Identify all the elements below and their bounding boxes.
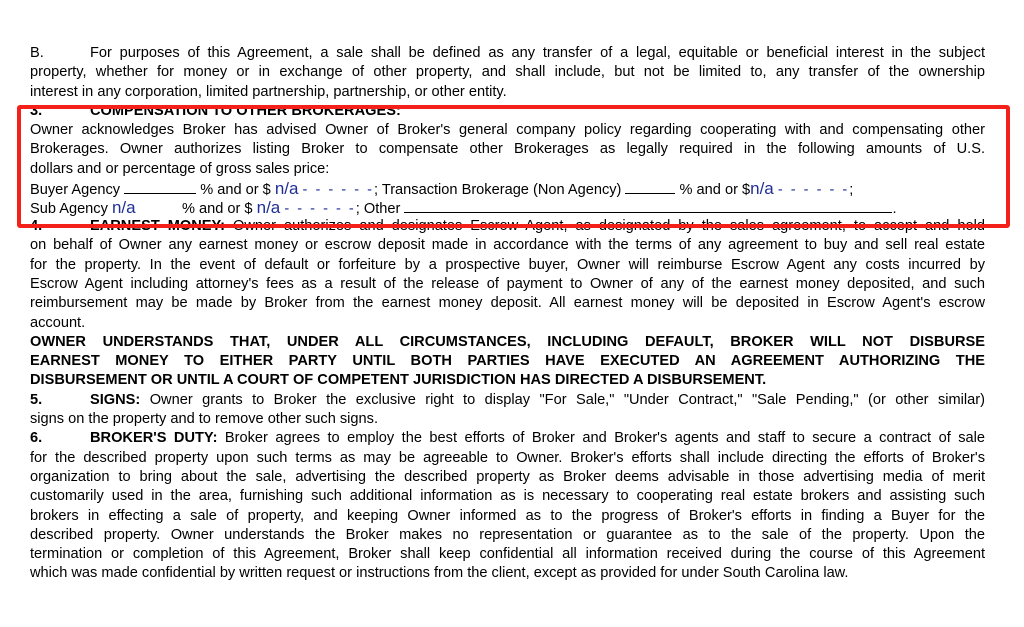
buyer-agency-amount-field[interactable]: n/a — [274, 179, 299, 199]
section-4-number: 4. — [30, 218, 43, 235]
section-6-line-4: customarily used in the area, furnishing such additional information as is necessary to cooperating real estate brokers and assisting such — [30, 488, 985, 505]
section-3-highlight-box — [17, 102, 1010, 228]
section-5-title: SIGNS: — [90, 391, 141, 408]
sub-agency-pct-label: % and or $ — [181, 201, 253, 218]
notice-line-2: EARNEST MONEY TO EITHER PARTY UNTIL BOTH PARTIES HAVE EXECUTED AN AGREEMENT AUTHORIZING THE — [30, 353, 985, 370]
section-4-line-2: on behalf of Owner any earnest money or escrow deposit made in accordance with the terms of any agreement to buy and sell real estate — [30, 237, 985, 254]
other-label: ; Other — [355, 201, 401, 218]
sub-agency-dashes: - - - - - - — [284, 201, 356, 218]
sub-agency-end: . — [892, 201, 897, 218]
section-4-line-5: reimbursement may be made by Broker from the earnest money deposit. All earnest money will be deposited in Escrow Agent's escrow — [30, 295, 985, 312]
section-5-number: 5. — [30, 391, 43, 408]
section-b — [30, 44, 985, 102]
section-6-title: BROKER'S DUTY: — [90, 430, 218, 447]
section-3-number: 3. — [30, 102, 43, 119]
section-6-line-7: termination or completion of this Agreement, Broker shall keep confidential all information received during the course of this Agreement — [30, 546, 985, 563]
transaction-brokerage-end: ; — [849, 182, 854, 199]
sub-agency-pct-field[interactable]: n/a — [111, 198, 136, 218]
section-6-line-2: for the described property upon such terms as may be agreeable to Owner. Broker's efforts shall include directing the efforts of Broker's — [30, 449, 985, 466]
section-3-title: COMPENSATION TO OTHER BROKERAGES: — [90, 102, 401, 119]
section-6-number: 6. — [30, 430, 43, 447]
section-3-line-2: Brokerages. Owner authorizes listing Broker to compensate other Brokerages as legally required in the following amounts of U.S. — [30, 141, 985, 158]
section-b-line-3: interest in any corporation, limited partnership, partnership, or other entity. — [30, 83, 507, 100]
section-6-line-1: 6. BROKER'S DUTY: Broker agrees to employ the best efforts of Broker and Broker's agents and staff to secure a contract of sale — [30, 429, 985, 448]
notice-line-3: DISBURSEMENT OR UNTIL A COURT OF COMPETENT JURISDICTION HAS DIRECTED A DISBURSEMENT. — [30, 372, 767, 389]
notice-line-1: OWNER UNDERSTANDS THAT, UNDER ALL CIRCUMSTANCES, INCLUDING DEFAULT, BROKER WILL NOT DISBURSE — [30, 333, 985, 350]
section-4 — [30, 217, 985, 333]
section-4-line-3: for the property. In the event of default or forfeiture by a prospective buyer, Owner will reimburse Escrow Agent any costs incurred by — [30, 256, 985, 273]
section-b-line-1: B. For purposes of this Agreement, a sale shall be defined as any transfer of a legal, equitable or beneficial interest in the subject — [30, 44, 985, 63]
buyer-agency-pct-label: % and or $ — [200, 182, 271, 199]
transaction-brokerage-amount-field[interactable]: n/a — [750, 179, 774, 199]
sub-agency-amount-field[interactable]: n/a — [256, 198, 281, 218]
section-b-line-2: property, whether for money or in exchange of other property, and shall include, but not be limited to, any transfer of the ownership — [30, 64, 985, 81]
section-5-line-2: signs on the property and to remove other such signs. — [30, 411, 379, 428]
section-4-line-4: Escrow Agent including attorney's fees as a result of the release of payment to Owner of any of the earnest money deposited, and such — [30, 275, 985, 292]
section-6-line-5: brokers in effecting a sale of property, and keeping Owner informed as to the progress of Broker's efforts in finding a Buyer for the — [30, 507, 985, 524]
transaction-brokerage-pct-label: % and or $ — [679, 182, 751, 199]
section-5-line-1: 5. SIGNS: Owner grants to Broker the exclusive right to display "For Sale," "Under Contract," "Sale Pending," (or other similar) — [30, 391, 985, 410]
sub-agency-label: Sub Agency — [30, 201, 108, 218]
buyer-agency-dashes: - - - - - - — [302, 182, 374, 199]
buyer-agency-label: Buyer Agency — [30, 182, 121, 199]
section-b-label: B. — [30, 45, 44, 61]
section-6-line-8: which was made confidential by written request or instructions from the client, except as provided for under South Carolina law. — [30, 565, 849, 582]
section-4-title: EARNEST MONEY: — [90, 218, 226, 235]
section-3-line-1: Owner acknowledges Broker has advised Owner of Broker's general company policy regarding cooperating with and compensating other — [30, 122, 985, 139]
transaction-brokerage-label: ; Transaction Brokerage (Non Agency) — [373, 182, 622, 199]
section-4-line-1: 4. EARNEST MONEY: Owner authorizes and designates Escrow Agent, as designated by the sales agreement, to accept and hold — [30, 217, 985, 236]
section-5 — [30, 391, 985, 430]
section-6 — [30, 429, 985, 583]
section-6-line-3: organization to bring about the sale, advertising the described property as Broker deems advisable in those advertising media of merit — [30, 468, 985, 485]
section-4-line-6: account. — [30, 314, 86, 331]
section-6-line-6: described property. Owner understands the Broker makes no representation or guarantee as to the sale of the property. Upon the — [30, 526, 985, 543]
section-3-line-3: dollars and or percentage of gross sales price: — [30, 160, 330, 177]
transaction-brokerage-dashes: - - - - - - — [777, 182, 850, 199]
disbursement-notice — [30, 333, 985, 391]
